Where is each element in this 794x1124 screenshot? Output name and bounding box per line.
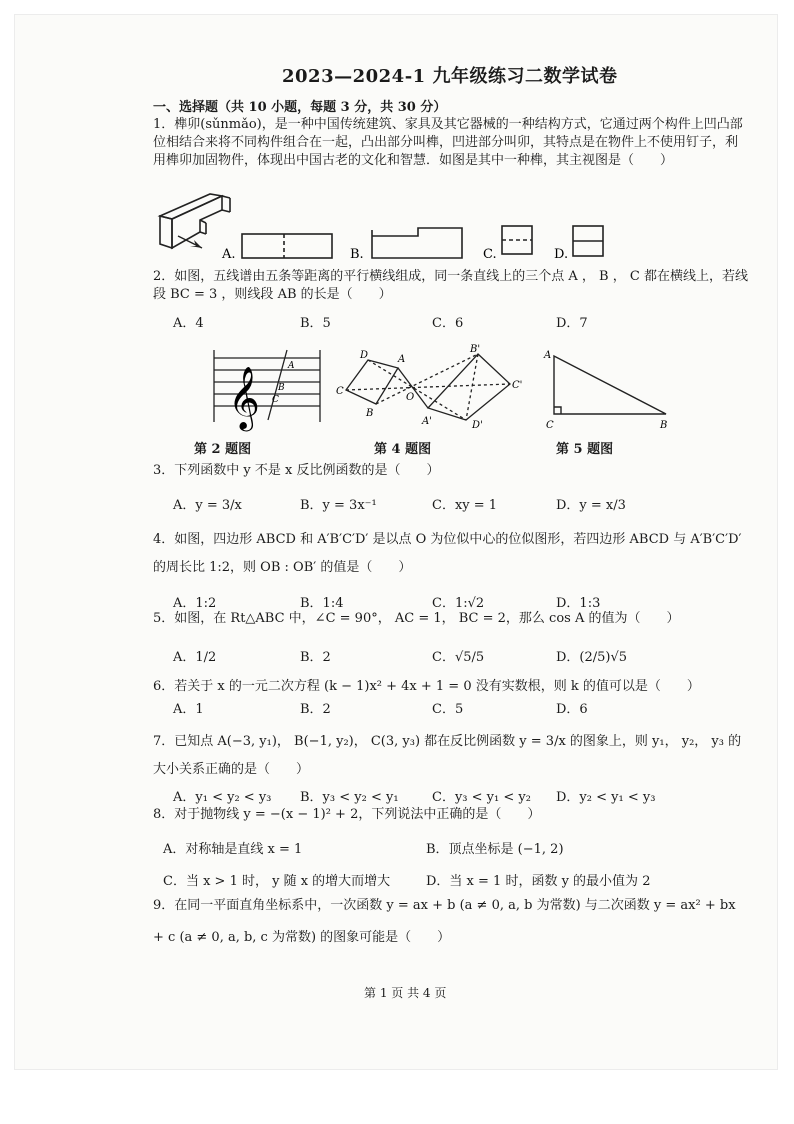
question-2-text: 2．如图，五线谱由五条等距离的平行横线组成，同一条直线上的三个点 A ， B ， C 都在横线上，若线段 BC = 3 ，则线段 AB 的长是（ ） xyxy=(153,269,748,302)
fig5-point-b: B xyxy=(660,420,668,431)
question-6-text: 6．若关于 x 的一元二次方程 (k − 1)x² + 4x + 1 = 0 没有实数根，则 k 的值可以是（ ） xyxy=(153,679,700,694)
tenon-3d-figure xyxy=(160,194,230,248)
q8-option-b: B．顶点坐标是 (−1, 2) xyxy=(426,842,564,857)
q7-option-d: D．y₂ < y₁ < y₃ xyxy=(556,790,656,805)
q5-option-c: C．√5/5 xyxy=(432,650,485,665)
fig4-point-d-prime: D' xyxy=(472,420,483,431)
option-b-view xyxy=(372,228,462,258)
question-8-text: 8．对于抛物线 y = −(x − 1)² + 2，下列说法中正确的是（ ） xyxy=(153,807,541,822)
q7-option-b: B．y₃ < y₂ < y₁ xyxy=(300,790,399,805)
q6-option-d: D．6 xyxy=(556,702,588,717)
fig2-point-a: A xyxy=(288,361,295,371)
q4-option-c: C．1:√2 xyxy=(432,596,485,611)
question-7-text: 7．已知点 A(−3, y₁)， B(−1, y₂)， C(3, y₃) 都在反比例函数 y = 3/x 的图象上，则 y₁， y₂， y₃ 的大小关系正确的是（ ） xyxy=(153,734,742,777)
fig4-point-o: O xyxy=(406,392,415,403)
fig4-point-a-prime: A' xyxy=(422,416,432,427)
q3-option-c: C．xy = 1 xyxy=(432,498,498,513)
figure-4-caption: 第 4 题图 xyxy=(374,442,432,457)
figure-5-right-triangle xyxy=(540,344,680,432)
option-a-view xyxy=(242,234,332,258)
q2-option-b: B．5 xyxy=(300,316,331,331)
q5-option-a: A．1/2 xyxy=(173,650,217,665)
question-5-text: 5．如图，在 Rt△ABC 中，∠C = 90°， AC = 1， BC = 2，那么 cos A 的值为（ ） xyxy=(153,611,680,626)
figure-2-staff xyxy=(214,344,324,430)
option-c-view xyxy=(502,226,532,254)
option-d-view xyxy=(573,226,603,256)
figure-5-caption: 第 5 题图 xyxy=(556,442,614,457)
q8-option-c: C．当 x > 1 时， y 随 x 的增大而增大 xyxy=(163,874,391,889)
fig2-point-c: C xyxy=(272,395,279,405)
fig4-point-b-prime: B' xyxy=(470,344,481,355)
section-heading: 一、选择题（共 10 小题，每题 3 分，共 30 分） xyxy=(153,100,447,115)
q2-option-d: D．7 xyxy=(556,316,588,331)
q4-option-b: B．1:4 xyxy=(300,596,344,611)
q7-option-c: C．y₃ < y₁ < y₂ xyxy=(432,790,531,805)
question-1-figures xyxy=(150,186,750,266)
page-title: 2023—2024-1 九年级练习二数学试卷 xyxy=(282,66,618,87)
fig5-point-c: C xyxy=(546,420,554,431)
q2-option-c: C．6 xyxy=(432,316,464,331)
fig4-point-d: D xyxy=(360,350,369,361)
q6-option-b: B．2 xyxy=(300,702,331,717)
figure-4-homothety xyxy=(336,344,536,434)
question-4-text: 4．如图，四边形 ABCD 和 A′B′C′D′ 是以点 O 为位似中心的位似图形，若四边形 ABCD 与 A′B′C′D′ 的周长比 1:2，则 OB : OB′ 的值是（ ） xyxy=(153,532,742,575)
fig4-point-a: A xyxy=(398,354,406,365)
figure-2-caption: 第 2 题图 xyxy=(194,442,252,457)
q3-option-a: A．y = 3/x xyxy=(173,498,242,513)
option-d-label: D. xyxy=(554,247,569,262)
question-1-text: 1．榫卯(sǔnmǎo)，是一种中国传统建筑、家具及其它器械的一种结构方式，它通过两个构件上凹凸部位相结合来将不同构件组合在一起，凸出部分叫榫，凹进部分叫卯，其特点是在物件上不使用钉子，利用榫卯加固物件，体现出中国古老的文化和智慧．如图是其中一种榫，其主视图是（ ） xyxy=(153,117,743,168)
fig4-point-b: B xyxy=(366,408,374,419)
q2-option-a: A．4 xyxy=(173,316,204,331)
q3-option-d: D．y = x/3 xyxy=(556,498,626,513)
fig2-point-b: B xyxy=(278,383,285,393)
q6-option-a: A．1 xyxy=(173,702,204,717)
fig4-point-c-prime: C' xyxy=(512,380,523,391)
option-a-label: A. xyxy=(222,247,236,262)
page-footer: 第 1 页 共 4 页 xyxy=(364,986,447,1000)
q7-option-a: A．y₁ < y₂ < y₃ xyxy=(173,790,272,805)
q4-option-d: D．1:3 xyxy=(556,596,601,611)
q5-option-b: B．2 xyxy=(300,650,331,665)
q4-option-a: A．1:2 xyxy=(173,596,217,611)
q5-option-d: D．(2/5)√5 xyxy=(556,650,628,665)
fig4-point-c: C xyxy=(336,386,344,397)
q8-option-d: D．当 x = 1 时，函数 y 的最小值为 2 xyxy=(426,874,651,889)
q8-option-a: A．对称轴是直线 x = 1 xyxy=(163,842,303,857)
question-9-text: 9．在同一平面直角坐标系中，一次函数 y = ax + b (a ≠ 0, a, b 为常数) 与二次函数 y = ax² + bx + c (a ≠ 0, a, b, c 为常数) 的图象可能是（ ） xyxy=(153,898,736,945)
question-3-text: 3．下列函数中 y 不是 x 反比例函数的是（ ） xyxy=(153,463,440,478)
fig5-point-a: A xyxy=(544,350,552,361)
option-c-label: C. xyxy=(483,247,497,262)
treble-clef-icon: 𝄞 xyxy=(228,366,260,429)
q3-option-b: B．y = 3x⁻¹ xyxy=(300,498,377,513)
option-b-label: B. xyxy=(350,247,364,262)
q6-option-c: C．5 xyxy=(432,702,464,717)
